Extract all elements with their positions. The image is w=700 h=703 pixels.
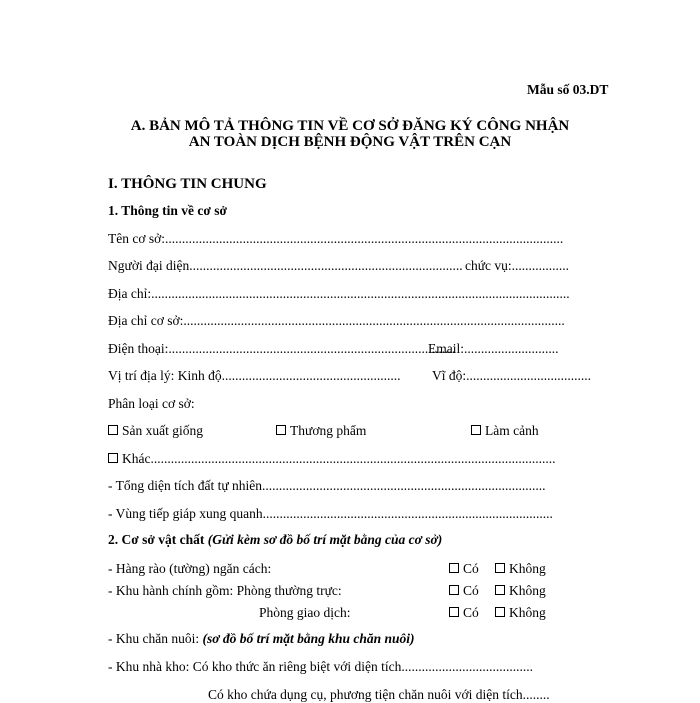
title-line-2: AN TOÀN DỊCH BỆNH ĐỘNG VẬT TRÊN CẠN <box>188 134 512 150</box>
option-hang-rao-khong[interactable]: Không <box>495 561 546 577</box>
checkbox-icon[interactable] <box>471 425 481 435</box>
option-thuong-pham[interactable]: Thương phẩm <box>276 423 366 439</box>
option-hang-rao-co[interactable]: Có <box>449 561 479 577</box>
field-vi-tri-kinh-do[interactable]: Vị trí địa lý: Kinh độ..................................................... <box>108 368 401 383</box>
option-giao-dich-khong[interactable]: Không <box>495 605 546 621</box>
section-1-heading: I. THÔNG TIN CHUNG <box>108 176 267 192</box>
option-khac[interactable]: Khác........................................................................................................................ <box>108 451 555 467</box>
checkbox-icon[interactable] <box>495 563 505 573</box>
field-tong-dien-tich[interactable]: - Tổng diện tích đất tự nhiên.................................................................................... <box>108 478 546 493</box>
field-dien-thoai[interactable]: Điện thoại:..................................................................................... <box>108 341 456 356</box>
checkbox-icon[interactable] <box>449 563 459 573</box>
option-lam-canh[interactable]: Làm cảnh <box>471 423 539 439</box>
label-phan-loai: Phân loại cơ sở: <box>108 396 195 411</box>
label-khu-hanh-chinh: - Khu hành chính gồm: Phòng thường trực: <box>108 583 342 598</box>
form-code: Mẫu số 03.DT <box>527 82 609 97</box>
option-san-xuat-giong[interactable]: Sản xuất giống <box>108 423 203 439</box>
field-chuc-vu[interactable]: chức vụ:................. <box>465 258 570 273</box>
khu-chan-nuoi-note: (sơ đồ bố trí mặt bằng khu chăn nuôi) <box>202 631 415 646</box>
field-khu-nha-kho[interactable]: - Khu nhà kho: Có kho thức ăn riêng biệt với diện tích....................................... <box>108 659 534 674</box>
checkbox-icon[interactable] <box>495 607 505 617</box>
label-hang-rao: - Hàng rào (tường) ngăn cách: <box>108 561 272 576</box>
title-line-1: A. BẢN MÔ TẢ THÔNG TIN VỀ CƠ SỞ ĐĂNG KÝ CÔNG NHẬN <box>130 118 570 134</box>
checkbox-icon[interactable] <box>495 585 505 595</box>
label-phong-giao-dich: Phòng giao dịch: <box>259 605 351 620</box>
label-khu-chan-nuoi: - Khu chăn nuôi: (sơ đồ bố trí mặt bằng khu chăn nuôi) <box>108 631 415 646</box>
subsection-2-heading: 2. Cơ sở vật chất (Gửi kèm sơ đồ bố trí mặt bằng của cơ sở) <box>108 532 443 547</box>
option-thuong-truc-khong[interactable]: Không <box>495 583 546 599</box>
option-thuong-truc-co[interactable]: Có <box>449 583 479 599</box>
option-giao-dich-co[interactable]: Có <box>449 605 479 621</box>
checkbox-icon[interactable] <box>449 607 459 617</box>
field-vi-do[interactable]: Vĩ độ:..................................... <box>432 368 592 383</box>
field-dia-chi-co-so[interactable]: Địa chỉ cơ sở:................................................................................................................. <box>108 313 565 328</box>
field-vung-tiep-giap[interactable]: - Vùng tiếp giáp xung quanh...................................................................................... <box>108 506 553 521</box>
field-email[interactable]: Email:............................ <box>428 341 559 356</box>
field-kho-dung-cu[interactable]: Có kho chứa dụng cụ, phương tiện chăn nuôi với diện tích........ <box>208 687 550 702</box>
checkbox-icon[interactable] <box>276 425 286 435</box>
subsection-2-note: (Gửi kèm sơ đồ bố trí mặt bằng của cơ sở) <box>207 532 443 547</box>
subsection-1-heading: 1. Thông tin về cơ sở <box>108 203 227 218</box>
checkbox-icon[interactable] <box>108 425 118 435</box>
checkbox-icon[interactable] <box>449 585 459 595</box>
field-dia-chi[interactable]: Địa chỉ:............................................................................................................................ <box>108 286 570 301</box>
field-nguoi-dai-dien[interactable]: Người đại diện................................................................................. <box>108 258 463 273</box>
field-ten-co-so[interactable]: Tên cơ sở:...................................................................................................................... <box>108 231 564 246</box>
checkbox-icon[interactable] <box>108 453 118 463</box>
